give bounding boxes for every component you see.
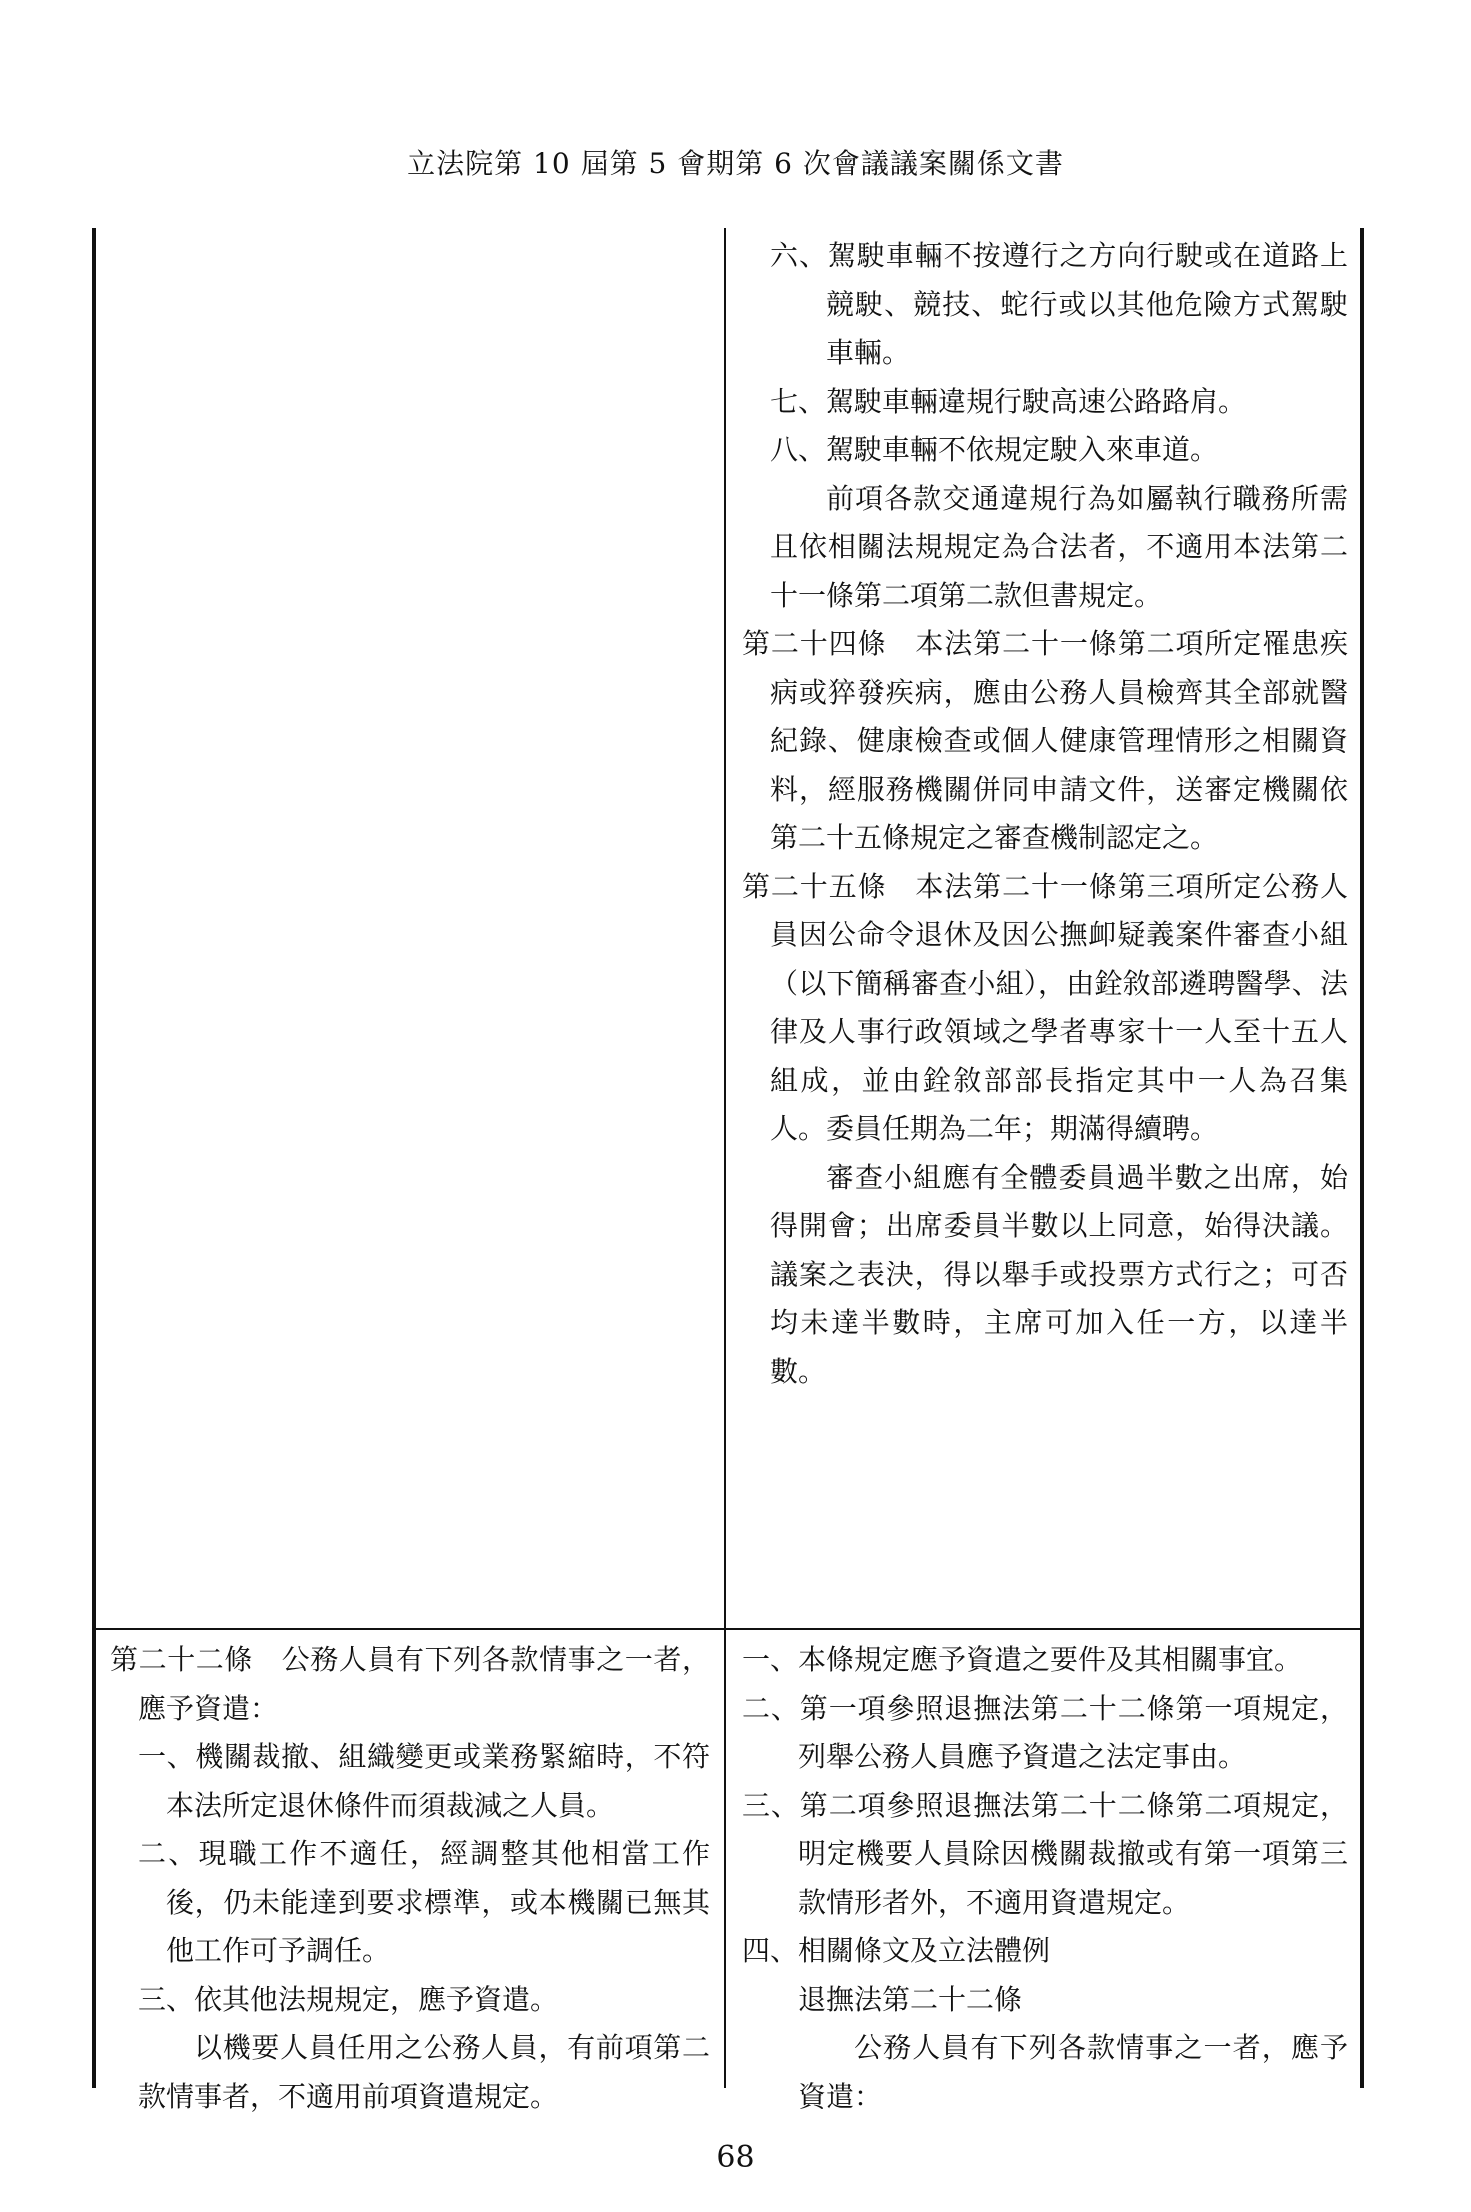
clause-paragraph: 前項各款交通違規行為如屬執行職務所需且依相關法規規定為合法者，不適用本法第二十一條第二項第二款但書規定。 [770, 481, 1348, 612]
reference-paragraph: 公務人員有下列各款情事之一者，應予資遣： [798, 2031, 1348, 2113]
table-left-border [92, 228, 96, 2088]
lower-left-cell [110, 1636, 710, 2121]
explanation-3: 三、第二項參照退撫法第二十二條第二項規定，明定機要人員除因機關裁撤或有第一項第三款情形者外，不適用資遣規定。 [742, 1788, 1348, 1919]
article-22-paragraph-2: 以機要人員任用之公務人員，有前項第二款情事者，不適用前項資遣規定。 [138, 2031, 710, 2113]
comparison-table [92, 228, 1364, 2113]
article-25-paragraph-2: 審查小組應有全體委員過半數之出席，始得開會；出席委員半數以上同意，始得決議。議案之表決，得以舉手或投票方式行之；可否均未達半數時，主席可加入任一方，以達半數。 [770, 1160, 1348, 1388]
page-header: 立法院第 10 屆第 5 會期第 6 次會議議案關係文書 [407, 147, 1064, 180]
explanation-2: 二、第一項參照退撫法第二十二條第一項規定，列舉公務人員應予資遣之法定事由。 [742, 1691, 1348, 1773]
table-row-divider [92, 1628, 1364, 1630]
page-number: 68 [716, 2140, 755, 2175]
article-22-item-3: 三、依其他法規規定，應予資遣。 [138, 1982, 559, 2016]
clause-item-8: 八、駕駛車輛不依規定駛入來車道。 [770, 433, 1219, 466]
article-25: 第二十五條 本法第二十一條第三項所定公務人員因公命令退休及因公撫卹疑義案件審查小組（以下簡稱審查小組），由銓敘部遴聘醫學、法律及人事行政領域之學者專家十一人至十五人組成，並由銓敘部部長指定其中一人為召集人。委員任期為二年；期滿得續聘。 [742, 869, 1348, 1145]
explanation-1: 一、本條規定應予資遣之要件及其相關事宜。 [742, 1643, 1303, 1676]
upper-right-cell [742, 232, 1348, 1396]
article-22: 第二十二條 公務人員有下列各款情事之一者，應予資遣： [110, 1643, 710, 1725]
clause-item-7: 七、駕駛車輛違規行駛高速公路路肩。 [770, 384, 1247, 418]
lower-right-cell [742, 1636, 1348, 2121]
reference-title: 退撫法第二十二條 [798, 1982, 1023, 2016]
table-right-border [1360, 228, 1364, 2088]
clause-item-6: 六、駕駛車輛不按遵行之方向行駛或在道路上競駛、競技、蛇行或以其他危險方式駕駛車輛。 [770, 239, 1348, 369]
article-22-item-2: 二、現職工作不適任，經調整其他相當工作後，仍未能達到要求標準，或本機關已無其他工作可予調任。 [138, 1837, 710, 1967]
article-22-item-1: 一、機關裁撤、組織變更或業務緊縮時，不符本法所定退休條件而須裁減之人員。 [138, 1740, 710, 1822]
explanation-4: 四、相關條文及立法體例 [742, 1934, 1051, 1967]
article-24: 第二十四條 本法第二十一條第二項所定罹患疾病或猝發疾病，應由公務人員檢齊其全部就醫紀錄、健康檢查或個人健康管理情形之相關資料，經服務機關併同申請文件，送審定機關依第二十五條規定之審查機制認定之。 [742, 627, 1348, 854]
table-column-divider [724, 228, 726, 2088]
